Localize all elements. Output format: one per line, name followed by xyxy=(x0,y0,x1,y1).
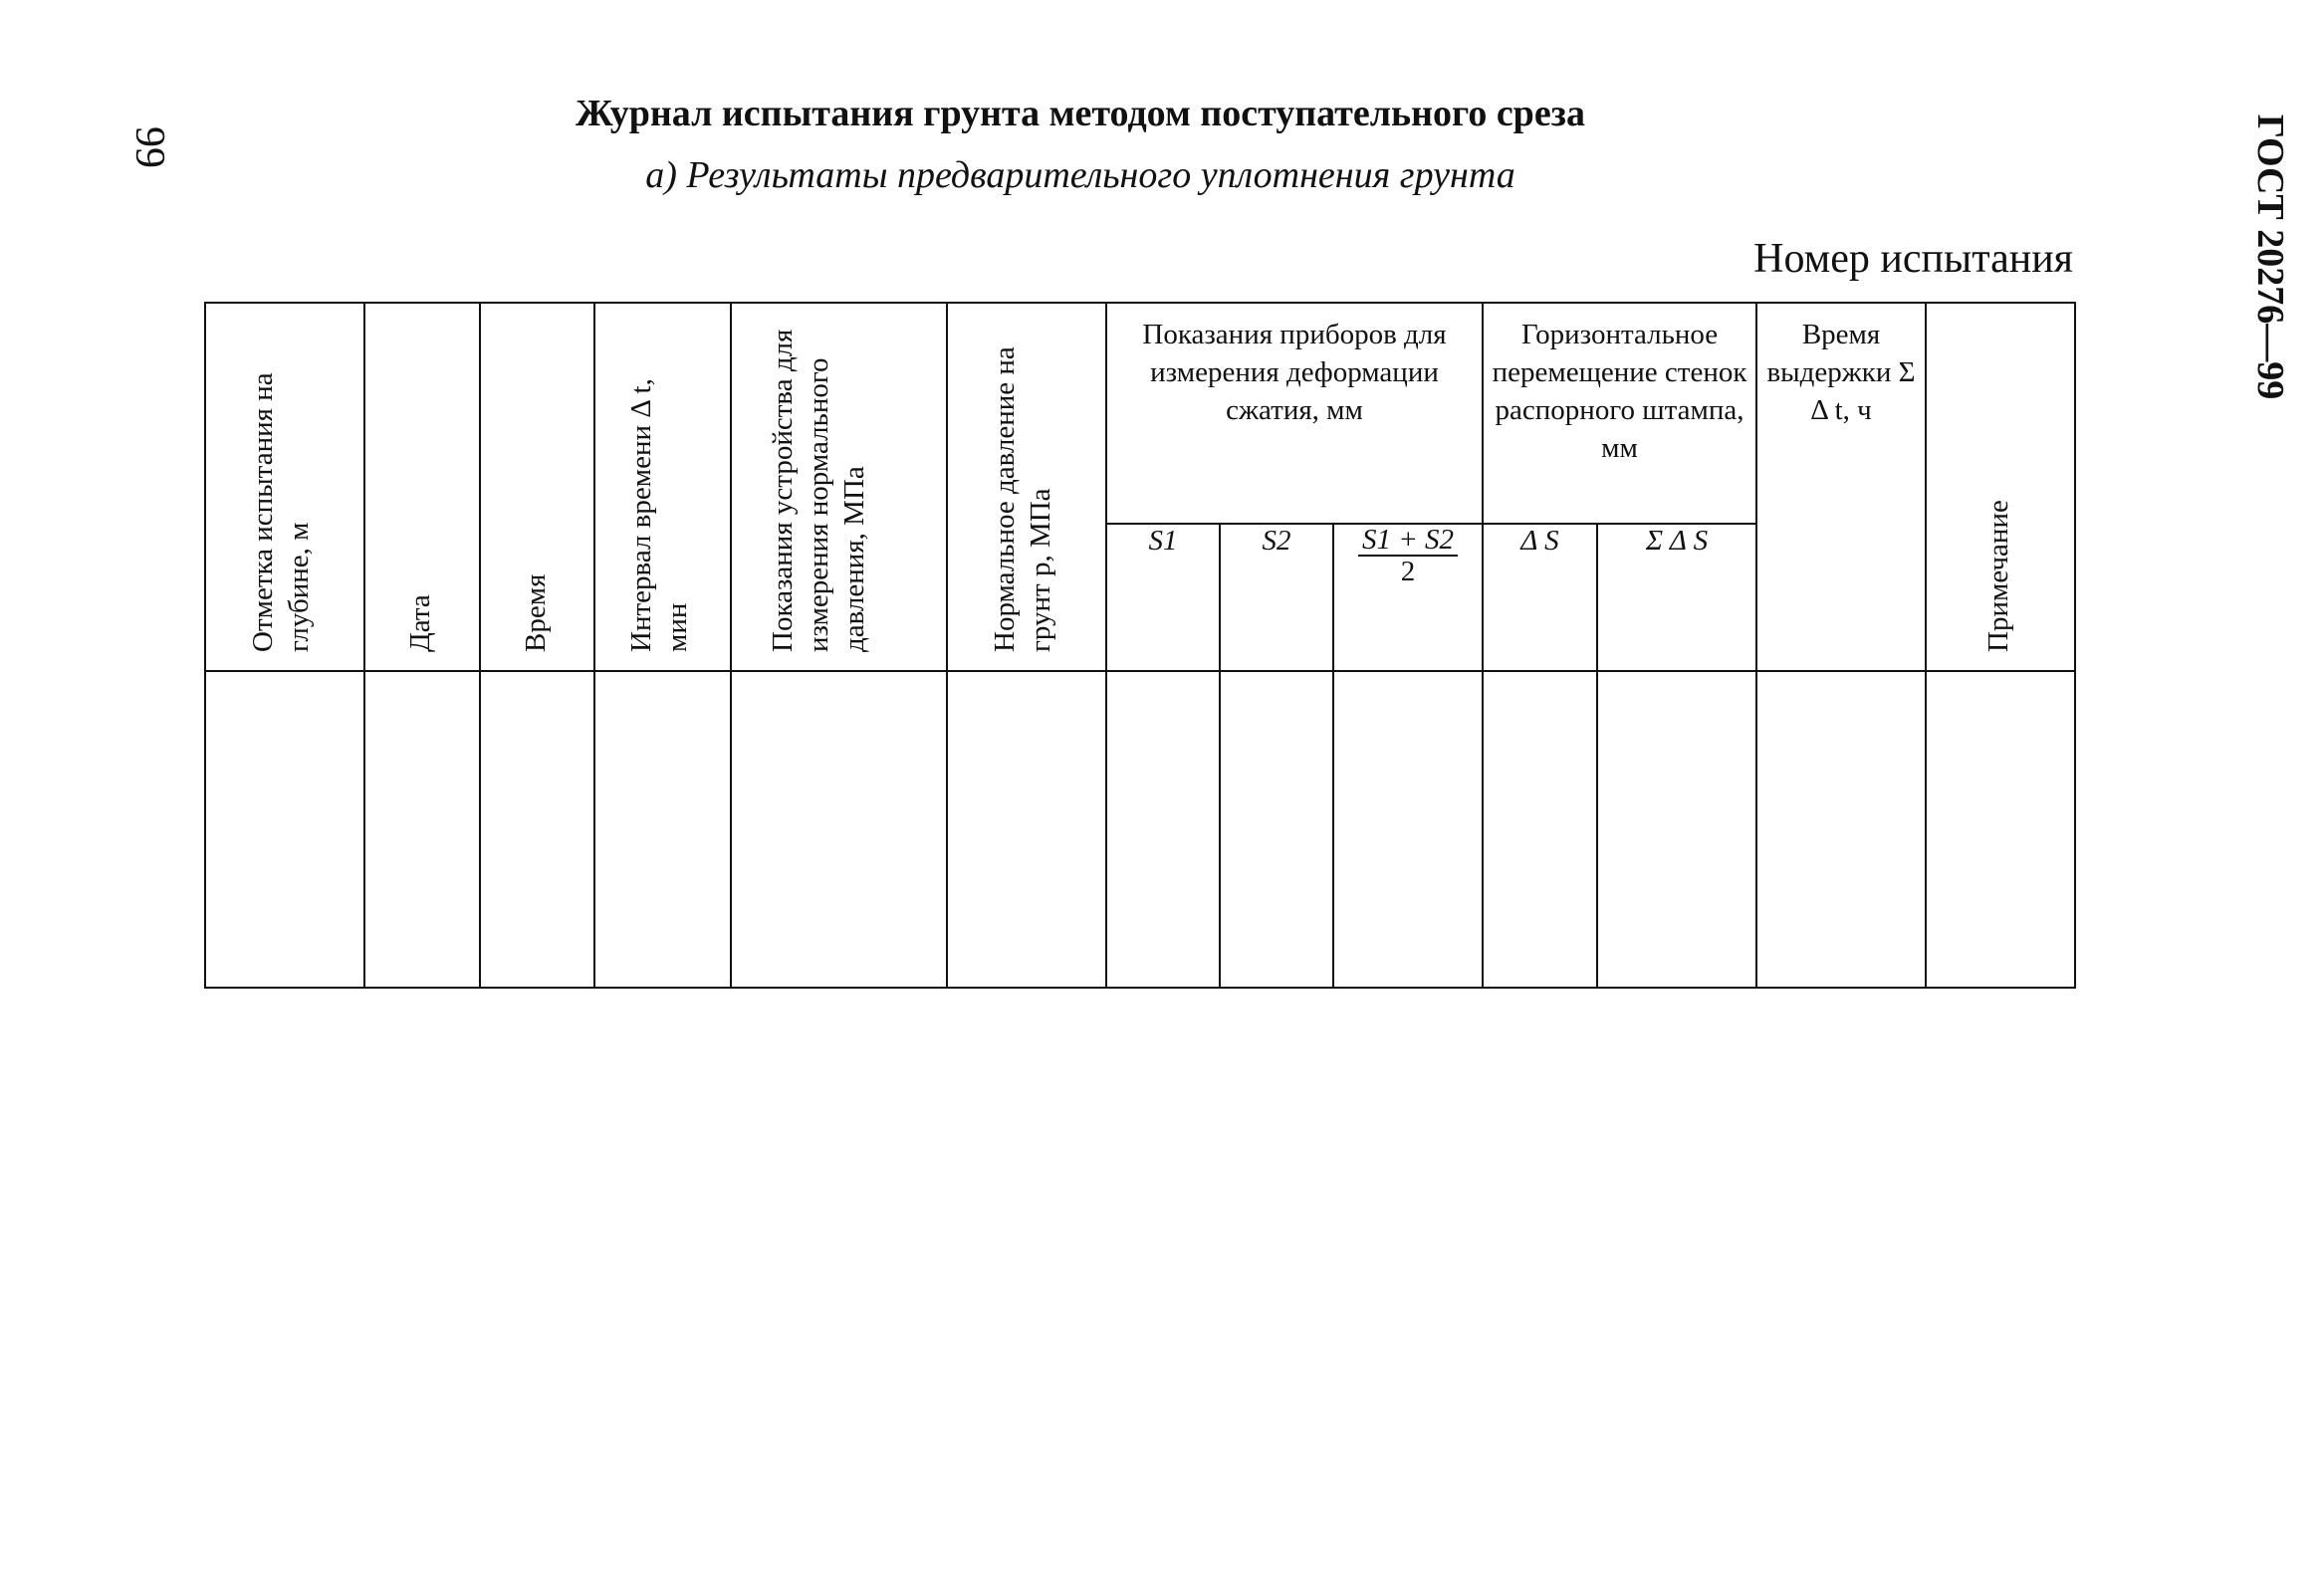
average-fraction: $\frac{S1 + S2}{2}$ xyxy=(1358,525,1458,586)
col-s2: S2 xyxy=(1220,524,1333,671)
table-cell[interactable] xyxy=(364,671,480,988)
table-cell[interactable] xyxy=(480,671,594,988)
table-cell[interactable] xyxy=(731,671,947,988)
gost-code: ГОСТ 20276—99 xyxy=(2249,113,2291,400)
table-cell[interactable] xyxy=(1597,671,1756,988)
col-horizontal-group: Горизонтальное перемещение стенок распорного штампа, мм xyxy=(1483,303,1756,524)
table-cell[interactable] xyxy=(1483,671,1597,988)
col-date: Дата xyxy=(364,303,480,671)
col-normal-pressure: Нормальное давление на грунт p, МПа xyxy=(947,303,1106,671)
journal-table xyxy=(204,302,2076,989)
table-cell[interactable] xyxy=(1220,671,1333,988)
table-cell[interactable] xyxy=(1756,671,1926,988)
document-title: Журнал испытания грунта методом поступательного среза xyxy=(576,93,1585,134)
table-row xyxy=(205,671,2075,988)
header-row-1 xyxy=(205,303,2075,524)
document-subtitle: а) Результаты предварительного уплотнения грунта xyxy=(645,154,1515,196)
col-delta-s: Δ S xyxy=(1483,524,1597,671)
col-depth-mark: Отметка испытания на глубине, м xyxy=(205,303,364,671)
col-sum-delta-s: Σ Δ S xyxy=(1597,524,1756,671)
col-note: Примечание xyxy=(1926,303,2075,671)
page-number: 99 xyxy=(126,126,172,168)
table-cell[interactable] xyxy=(1333,671,1483,988)
col-s1: S1 xyxy=(1106,524,1220,671)
table-cell[interactable] xyxy=(205,671,364,988)
table-cell[interactable] xyxy=(594,671,731,988)
table-cell[interactable] xyxy=(1926,671,2075,988)
col-s-average xyxy=(1333,524,1483,671)
col-hold-time: Время выдержки Σ Δ t, ч xyxy=(1756,303,1926,671)
table-cell[interactable] xyxy=(947,671,1106,988)
test-number-label: Номер испытания xyxy=(1753,236,2073,282)
col-time-interval: Интервал времени Δ t, мин xyxy=(594,303,731,671)
table-cell[interactable] xyxy=(1106,671,1220,988)
col-device-readings: Показания устройства для измерения нормального давления, МПа xyxy=(731,303,947,671)
col-time: Время xyxy=(480,303,594,671)
col-compression-group: Показания приборов для измерения деформации сжатия, мм xyxy=(1106,303,1483,524)
